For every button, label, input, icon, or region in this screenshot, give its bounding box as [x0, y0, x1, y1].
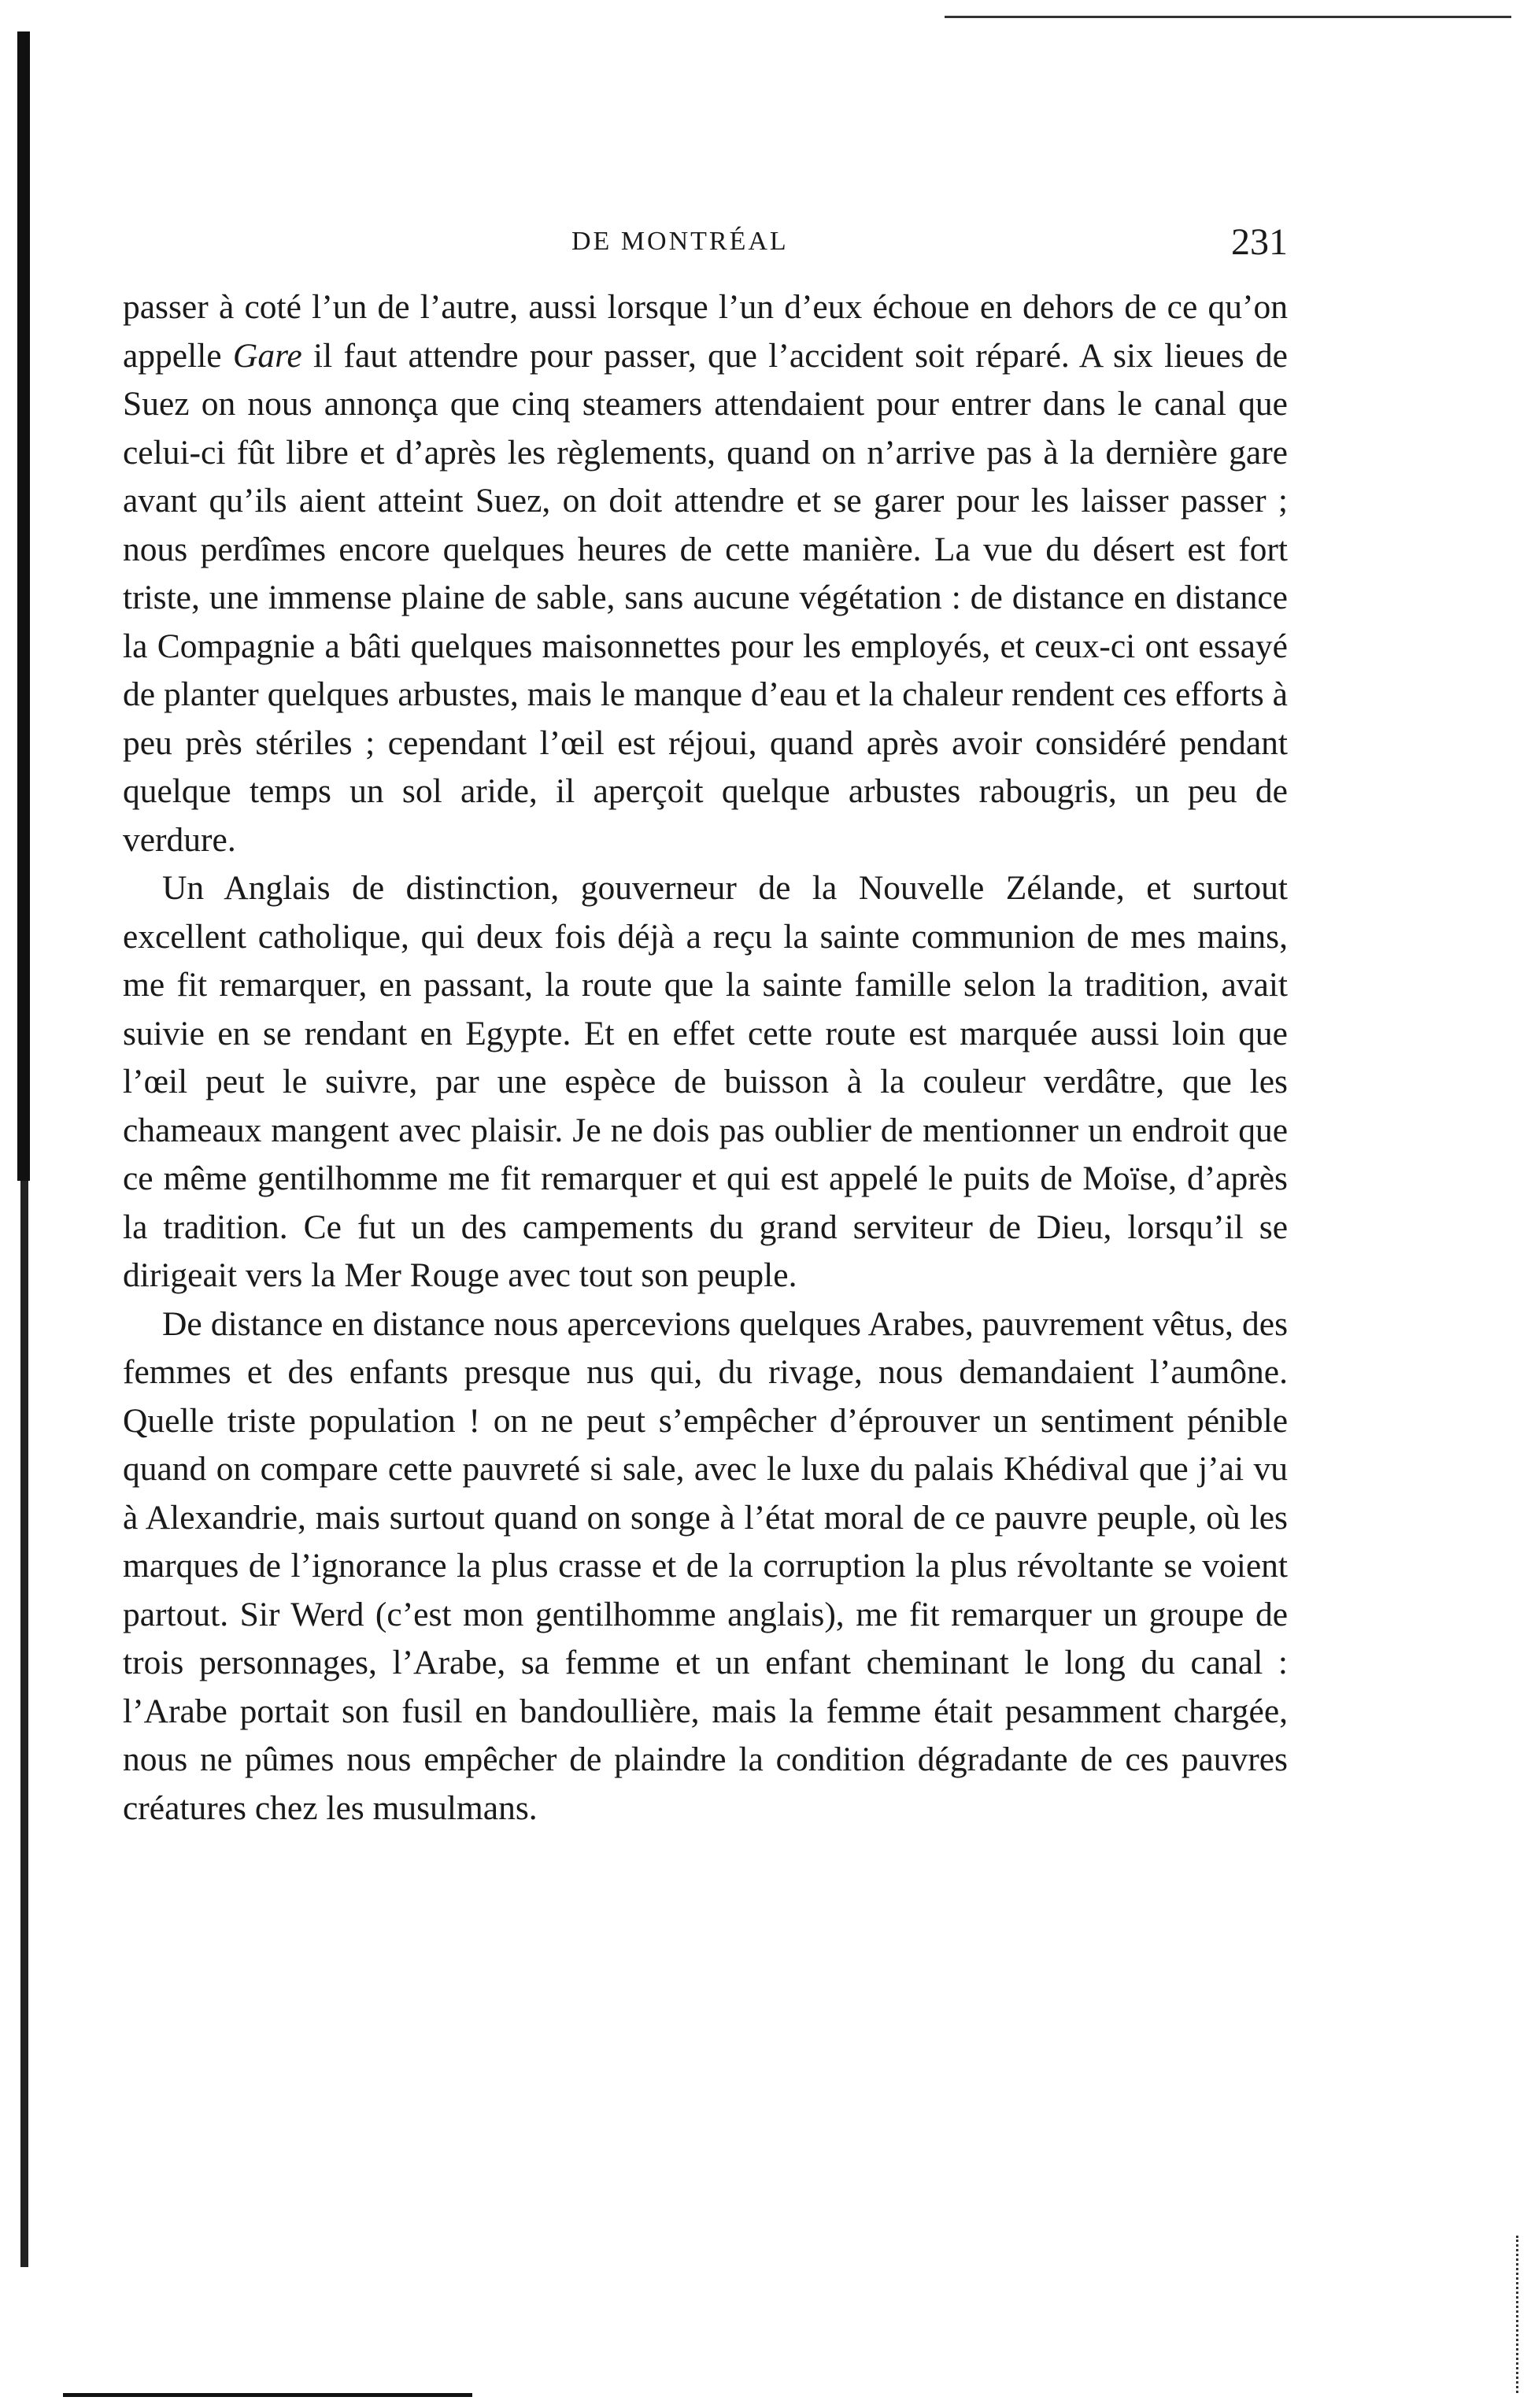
running-head: DE MONTRÉAL [571, 227, 789, 256]
paragraph-1: passer à coté l’un de l’autre, aussi lorsque l’un d’eux échoue en dehors de ce qu’on appelle Gare il faut attendre pour passer, que l’accident soit réparé. A six lieues de Suez on nous annonça que cinq steamers attendaient pour entrer dans le canal que celui-ci fût libre et d’après les règlements, quand on n’arrive pas à la dernière gare avant qu’ils aient atteint Suez, on doit attendre et se garer pour les laisser passer ; nous perdîmes encore quelques heures de cette manière. La vue du désert est fort triste, une immense plaine de sable, sans aucune végétation : de distance en distance la Compagnie a bâti quelques maisonnettes pour les employés, et ceux-ci ont essayé de planter quelques arbustes, mais le manque d’eau et la chaleur rendent ces efforts à peu près stériles ; cependant l’œil est réjoui, quand après avoir considéré pendant quelque temps un sol aride, il aperçoit quelque arbustes rabougris, un peu de verdure. [123, 288, 1288, 859]
italic-term: Gare [232, 336, 302, 375]
scan-binding-shadow-lower [20, 1181, 28, 2267]
paragraph-3: De distance en distance nous apercevions quelques Arabes, pauvrement vêtus, des femmes et des enfants presque nus qui, du rivage, nous demandaient l’aumône. Quelle triste population ! on ne peut s’empêcher d’éprouver un sentiment pénible quand on compare cette pauvreté si sale, avec le luxe du palais Khédival que j’ai vu à Alexandrie, mais surtout quand on songe à l’état moral de ce pauvre peuple, où les marques de l’ignorance la plus crasse et de la corruption la plus révoltante se voient partout. Sir Werd (c’est mon gentilhomme anglais), me fit remarquer un groupe de trois personnages, l’Arabe, sa femme et un enfant cheminant le long du canal : l’Arabe portait son fusil en bandoullière, mais la femme était pesamment chargée, nous ne pûmes nous empêcher de plaindre la condition dégradante de ces pauvres créatures chez les musulmans. [123, 1304, 1288, 1827]
paragraph-2: Un Anglais de distinction, gouverneur de la Nouvelle Zélande, et surtout excellent catholique, qui deux fois déjà a reçu la sainte communion de mes mains, me fit remarquer, en passant, la route que la sainte famille selon la tradition, avait suivie en se rendant en Egypte. Et en effet cette route est marquée aussi loin que l’œil peut le suivre, par une espèce de buisson à la couleur verdâtre, que les chameaux mangent avec plaisir. Je ne dois pas oublier de mentionner un endroit que ce même gentilhomme me fit remarquer et qui est appelé le puits de Moïse, d’après la tradition. Ce fut un des campements du grand serviteur de Dieu, lorsqu’il se dirigeait vers la Mer Rouge avec tout son peuple. [123, 869, 1288, 1294]
body-text [123, 283, 1288, 1833]
scan-right-edge-specks [1516, 2236, 1523, 2393]
scan-top-edge-line [945, 16, 1511, 18]
scan-bottom-edge-line [63, 2393, 472, 2397]
scan-binding-shadow [17, 31, 30, 1181]
page-number: 231 [1231, 221, 1288, 263]
page-header [123, 220, 1288, 268]
